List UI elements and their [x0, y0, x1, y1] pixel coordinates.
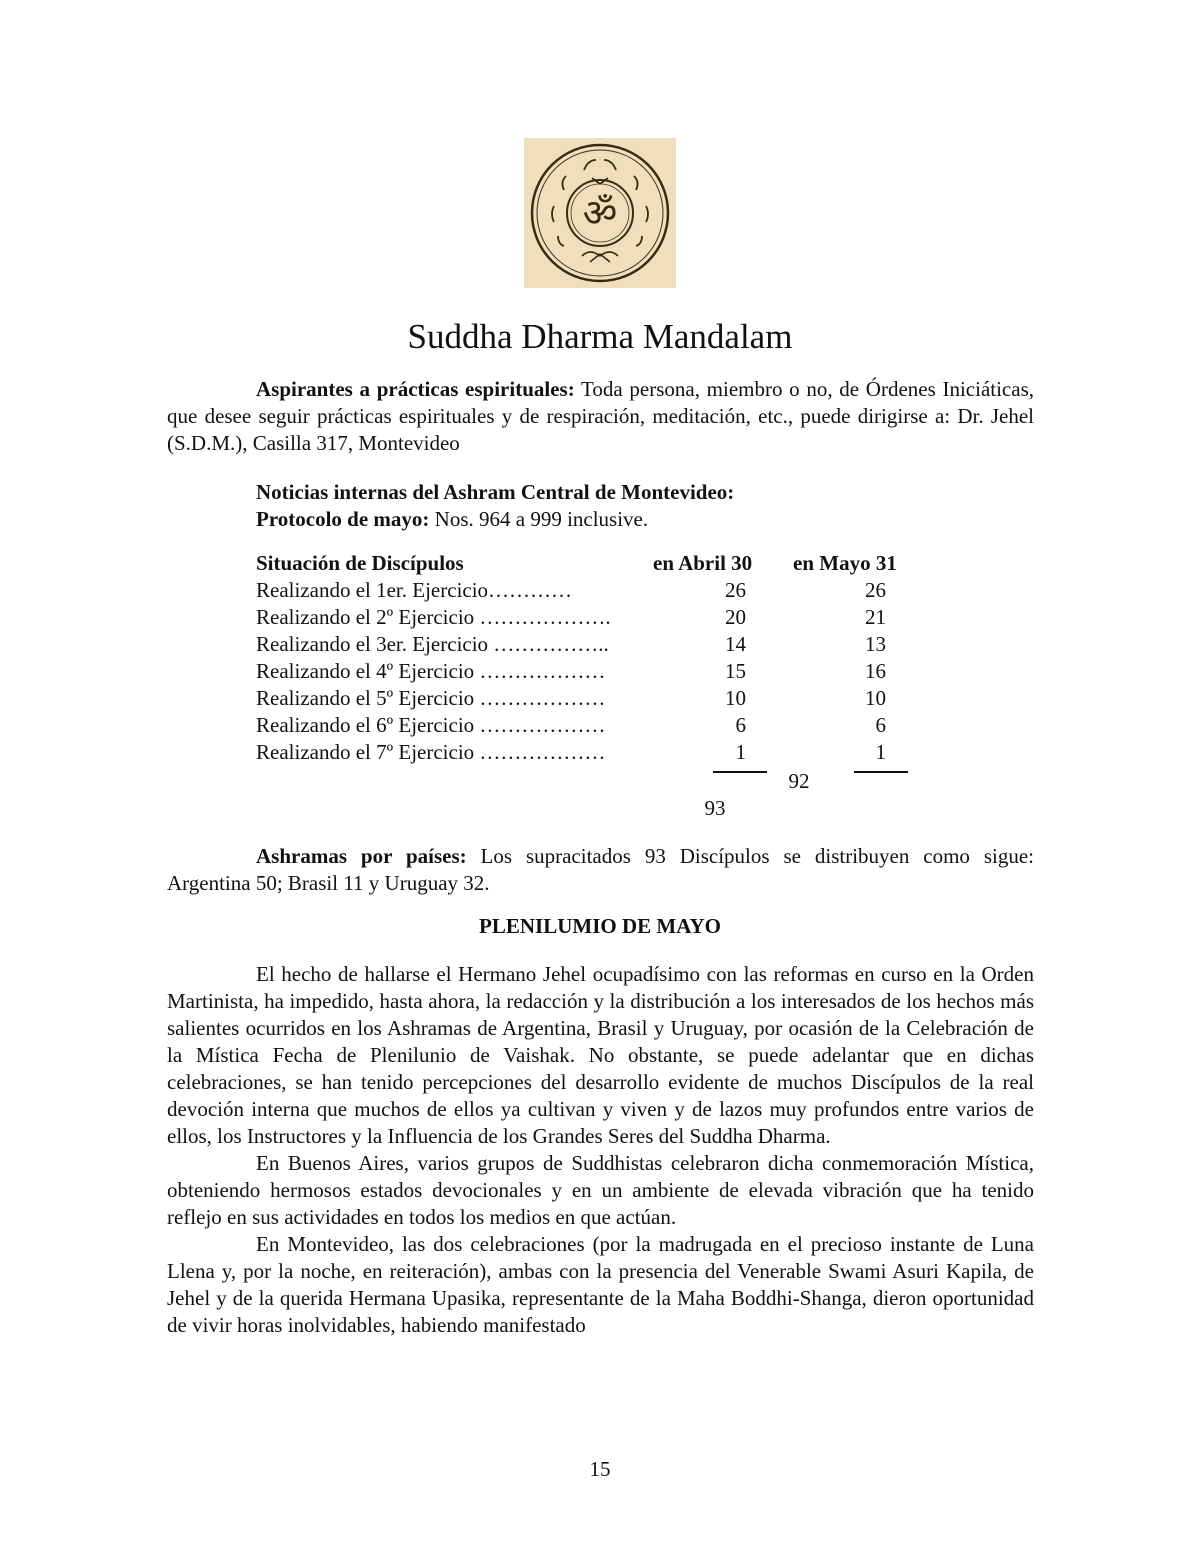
row-mayo: 26: [865, 578, 886, 602]
table-row: [256, 739, 956, 766]
aspirantes-text: Toda persona, miembro o no, de Órdenes Iniciáticas, que desee seguir prácticas espirituales y de respiración, meditación, etc., puede dirigirse a: Dr. Jehel (S.D.M.), Casilla 317, Montevideo: [167, 377, 1034, 455]
sum-rule-abril: [713, 771, 767, 773]
row-abril: 15: [725, 659, 746, 683]
row-abril: 10: [725, 686, 746, 710]
ashramas-paragraph: [167, 843, 1034, 897]
row-label: Realizando el 3er. Ejercicio ……………..: [256, 632, 609, 656]
row-mayo: 6: [875, 713, 886, 737]
total-abril: 93: [704, 796, 726, 820]
row-label: Realizando el 5º Ejercicio ………………: [256, 686, 606, 710]
row-abril: 14: [725, 632, 746, 656]
sum-rule-mayo: [854, 771, 908, 773]
row-mayo: 13: [865, 632, 886, 656]
table-row: [256, 712, 956, 739]
table-row: [256, 577, 956, 604]
table-header: [256, 550, 956, 577]
noticias-heading-text: Noticias internas del Ashram Central de Montevideo:: [256, 480, 735, 504]
protocolo-text: Nos. 964 a 999 inclusive.: [429, 507, 649, 531]
row-abril: 26: [725, 578, 746, 602]
row-mayo: 10: [865, 686, 886, 710]
row-abril: 20: [725, 605, 746, 629]
row-mayo: 1: [875, 740, 886, 764]
page-number: 15: [589, 1457, 611, 1481]
ashramas-label: Ashramas por países:: [256, 844, 467, 868]
body-paragraph: En Montevideo, las dos celebraciones (por la madrugada en el precioso instante de Luna Llena y, por la noche, en reiteración), ambas con la presencia del Venerable Swami Asuri Kapila, de Jehel y de la querida Hermana Upasika, representante de la Maha Boddhi-Shanga, dieron oportunidad de vivir horas inolvidables, habiendo manifestado: [167, 1232, 1034, 1337]
noticias-heading: [256, 479, 734, 506]
aspirantes-paragraph: [167, 376, 1034, 457]
table-row: [256, 604, 956, 631]
row-label: Realizando el 1er. Ejercicio…………: [256, 578, 573, 602]
row-mayo: 16: [865, 659, 886, 683]
section-heading: PLENILUMIO DE MAYO: [479, 914, 721, 938]
ashramas-text: Los supracitados 93 Discípulos se distribuyen como sigue: Argentina 50; Brasil 11 y Uruguay 32.: [167, 844, 1035, 895]
table-header-label: Situación de Discípulos: [256, 551, 464, 575]
protocolo-line: [256, 506, 648, 533]
page-title: Suddha Dharma Mandalam: [407, 317, 793, 356]
row-label: Realizando el 2º Ejercicio ……………….: [256, 605, 611, 629]
table-row: [256, 658, 956, 685]
aspirantes-label: Aspirantes a prácticas espirituales:: [256, 377, 575, 401]
row-label: Realizando el 7º Ejercicio ………………: [256, 740, 606, 764]
table-header-abril: en Abril 30: [653, 551, 753, 575]
total-mayo: 92: [788, 769, 810, 793]
table-row: [256, 631, 956, 658]
row-label: Realizando el 6º Ejercicio ………………: [256, 713, 606, 737]
row-mayo: 21: [865, 605, 886, 629]
om-symbol: ॐ: [582, 191, 618, 235]
row-abril: 6: [735, 713, 746, 737]
protocolo-label: Protocolo de mayo:: [256, 507, 430, 531]
plenilunio-body: [167, 961, 1034, 1339]
row-abril: 1: [735, 740, 746, 764]
body-paragraph: En Buenos Aires, varios grupos de Suddhistas celebraron dicha conmemoración Mística, obteniendo hermosos estados devocionales y en un ambiente de elevada vibración que ha tenido reflejo en sus actividades en todos los medios en que actúan.: [167, 1151, 1034, 1229]
row-label: Realizando el 4º Ejercicio ………………: [256, 659, 606, 683]
table-header-mayo: en Mayo 31: [793, 551, 897, 575]
table-row: [256, 685, 956, 712]
body-paragraph: El hecho de hallarse el Hermano Jehel ocupadísimo con las reformas en curso en la Orden Martinista, ha impedido, hasta ahora, la redacción y la distribución a los interesados de los hechos más salientes ocurridos en los Ashramas de Argentina, Brasil y Uruguay, por ocasión de la Celebración de la Mística Fecha de Plenilunio de Vaishak. No obstante, se puede adelantar que en dichas celebraciones, se han tenido percepciones del desarrollo evidente de muchos Discípulos de la real devoción interna que muchos de ellos ya cultivan y viven y de lazos muy profundos entre varios de ellos, los Instructores y la Influencia de los Grandes Seres del Suddha Dharma.: [167, 962, 1034, 1148]
om-seal-icon: [524, 138, 676, 288]
seal-graphic: [524, 138, 676, 288]
